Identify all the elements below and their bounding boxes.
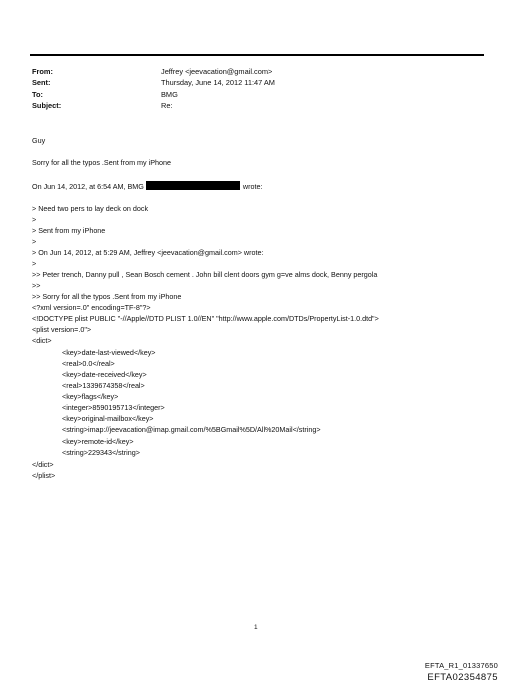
quoted-line: > — [32, 215, 37, 224]
plist-entry: <key>date-last-viewed</key> — [62, 348, 156, 357]
plist-entry: <key>flags</key> — [62, 392, 119, 401]
dict-open: <dict> — [32, 336, 52, 345]
plist-entry: <string>imap://jeevacation@imap.gmail.com/%5BGmail%5D/All%20Mail</string> — [62, 425, 321, 434]
greeting: Guy — [32, 136, 46, 145]
subject-value: Re: — [161, 101, 173, 110]
quoted-line: >> Peter trench, Danny pull , Sean Bosch cement . John bill clent doors gym g=ve alms dock, Benny pergola — [32, 270, 378, 279]
quoted-line: >> Sorry for all the typos .Sent from my iPhone — [32, 292, 182, 301]
plist-close: </plist> — [32, 471, 56, 480]
sent-from-iphone-line: Sorry for all the typos .Sent from my iPhone — [32, 158, 172, 167]
quoted-line: > Sent from my iPhone — [32, 226, 106, 235]
plist-entry: <string>229343</string> — [62, 448, 140, 457]
to-value: BMG — [161, 90, 178, 99]
reply-attribution — [32, 181, 262, 192]
attribution-suffix: wrote: — [242, 182, 263, 191]
plist-entry: <key>original-mailbox</key> — [62, 414, 154, 423]
plist-entry: <real>0.0</real> — [62, 359, 115, 368]
sent-label: Sent: — [32, 78, 51, 87]
header-rule — [30, 54, 484, 56]
from-value: Jeffrey <jeevacation@gmail.com> — [161, 67, 273, 76]
quoted-line: > — [32, 237, 37, 246]
quoted-line: >> — [32, 281, 41, 290]
to-label: To: — [32, 90, 43, 99]
subject-label: Subject: — [32, 101, 62, 110]
plist-open: <plist version=.0"> — [32, 325, 92, 334]
dict-close: </dict> — [32, 460, 54, 469]
plist-entry: <key>remote-id</key> — [62, 437, 134, 446]
redaction-box — [146, 181, 240, 190]
plist-entry: <integer>8590195713</integer> — [62, 403, 165, 412]
plist-doctype: <!DOCTYPE plist PUBLIC "-//Apple//DTD PLIST 1.0//EN" "http://www.apple.com/DTDs/PropertyList-1.0.dtd"> — [32, 314, 379, 323]
bates-number-secondary: EFTA02354875 — [427, 672, 498, 683]
plist-xml-decl: <?xml version=.0" encoding=TF-8"?> — [32, 303, 151, 312]
bates-number-primary: EFTA_R1_01337650 — [424, 661, 498, 670]
attribution-prefix: On Jun 14, 2012, at 6:54 AM, BMG — [32, 182, 144, 191]
sent-value: Thursday, June 14, 2012 11:47 AM — [161, 78, 275, 87]
from-label: From: — [32, 67, 53, 76]
page-number: 1 — [254, 624, 258, 631]
plist-entry: <key>date-received</key> — [62, 370, 147, 379]
quoted-line: > — [32, 259, 37, 268]
quoted-line: > On Jun 14, 2012, at 5:29 AM, Jeffrey <jeevacation@gmail.com> wrote: — [32, 248, 264, 257]
plist-entry: <real>1339674358</real> — [62, 381, 145, 390]
quoted-line: > Need two pers to lay deck on dock — [32, 204, 149, 213]
